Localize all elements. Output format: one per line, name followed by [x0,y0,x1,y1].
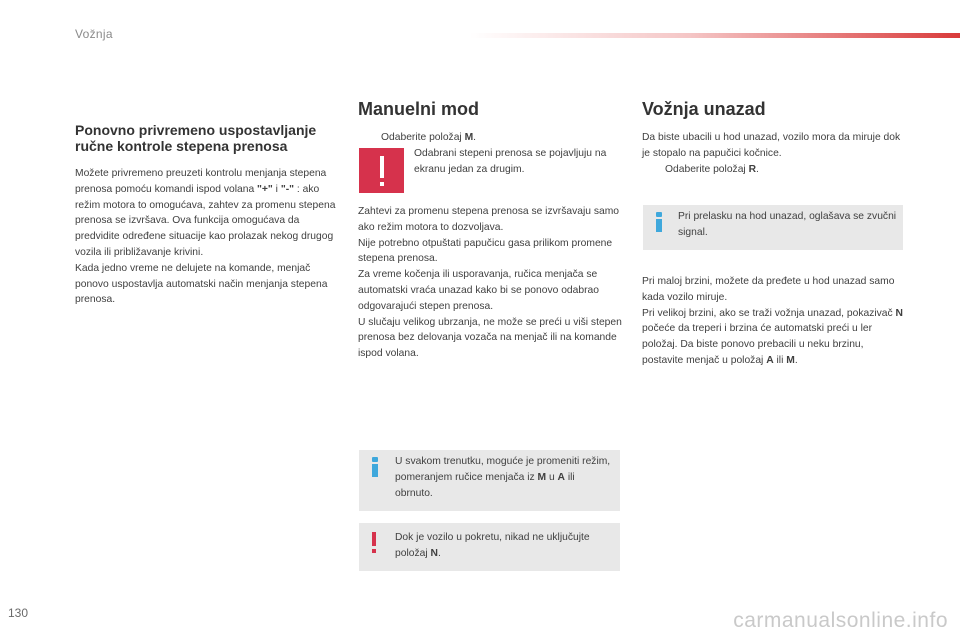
column-manual-override [75,122,345,308]
heading-manual-mode: Manuelni mod [358,99,479,119]
key-minus: "-" [280,183,295,195]
bullet-select-m: Odaberite položaj M. [358,130,623,146]
info-reverse-signal-text: Pri prelasku na hod unazad, oglašava se zvučni signal. [678,211,897,238]
column-reverse [642,98,907,177]
heading-manual-override: Ponovno privremeno uspostavljanje ručne kontrole stepena prenosa [75,122,317,154]
watermark: carmanualsonline.info [733,609,948,632]
info-mode-change-text: U svakom trenutku, moguće je promeniti režim, pomeranjem ručice menjača iz M u A ili obrnuto. [395,456,611,499]
paragraph-braking: Za vreme kočenja ili usporavanja, ručica menjača se automatski vraća unazad kako bi se ponovo odabrao odgovarajući stepen prenosa. [358,269,599,312]
bullet-select-r: Odaberite položaj R. [642,162,907,178]
info-icon [654,212,664,232]
key-plus: "+" [257,183,273,195]
paragraph-shift-requests: Zahtevi za promenu stepena prenosa se izvršavaju samo ako režim motora to dozvoljava. [358,206,619,233]
reverse-paragraphs [642,274,907,369]
paragraph-low-speed: Pri maloj brzini, možete da pređete u hod unazad samo kada vozilo miruje. [642,276,895,303]
bullet-arrow-icon [642,162,665,178]
paragraph-reverse-intro: Da biste ubacili u hod unazad, vozilo mora da miruje dok je stopalo na papučici kočnice. [642,132,901,159]
heading-reverse: Vožnja unazad [642,99,766,119]
page-number: 130 [8,606,29,620]
paragraph-acceleration: U slučaju velikog ubrzanja, ne može se preći u viši stepen prenosa bez delovanja vozača na menjač ili na komande ispod volana. [358,316,622,360]
paragraph-accelerator: Nije potrebno otpuštati papučicu gasa prilikom promene stepena prenosa. [358,237,613,265]
paragraph-override-return: Kada jedno vreme ne delujete na komande, menjač ponovo uspostavlja automatski način menjanja stepena prenosa. [75,262,328,306]
bullet-arrow-icon [358,130,381,146]
header-accent-bar [470,33,960,38]
paragraph-override-intro: Možete privremeno preuzeti kontrolu menjanja stepena prenosa pomoću komandi ispod volana "+" i "-" : ako režim motora to omogućava, zahtev za promenu stepena prenosa se izvršava. Ova funkcija omogućava da predvidite određene situacije kao prolazak nekog drugog vozila ili približavanje krivini. [75,168,336,258]
warning-icon [359,148,404,193]
exclamation-icon [369,532,379,554]
warning-gear-display-text: Odabrani stepeni prenosa se pojavljuju na ekranu jedan za drugim. [414,148,607,175]
info-icon [370,457,380,477]
column-manual-mode [358,98,623,146]
section-title: Vožnja [75,27,113,41]
paragraph-high-speed: Pri velikoj brzini, ako se traži vožnja unazad, pokazivač N počeće da treperi i brzina će automatski preći u ler položaj. Da biste ponovo prebacili u neku brzinu, postavite menjač u položaj A ili M. [642,307,903,366]
warning-neutral-text: Dok je vozilo u pokretu, nikad ne uključujte položaj N. [395,532,590,559]
manual-mode-paragraphs [358,204,623,362]
